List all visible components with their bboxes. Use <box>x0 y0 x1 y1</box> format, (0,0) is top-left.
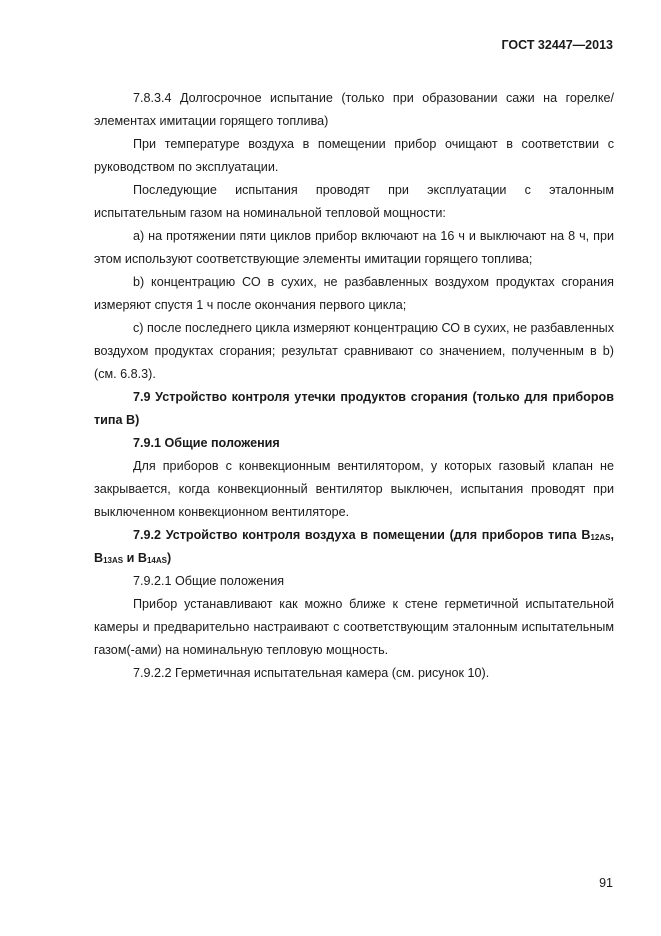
list-item-b: b) концентрацию СО в сухих, не разбавленных воздухом продуктах сгорания измеряют спустя 1 ч после окончания первого цикла; <box>94 275 614 312</box>
clause-7-9-1-heading: 7.9.1 Общие положения <box>133 436 280 450</box>
clause-7-9-2-heading: 7.9.2 Устройство контроля воздуха в помещении (для приборов типа $B_{12AS}$, $B_{13AS}$ и $B_{14AS}$) <box>94 528 614 565</box>
clause-7-9-2-2-heading: 7.9.2.2 Герметичная испытательная камера (см. рисунок 10). <box>133 666 490 680</box>
list-item-c: с) после последнего цикла измеряют концентрацию СО в сухих, не разбавленных воздухом продуктах сгорания; результат сравнивают со значением, полученным в b) (см. 6.8.3). <box>94 321 614 381</box>
page-number: 91 <box>599 876 613 890</box>
list-item-a: а) на протяжении пяти циклов прибор включают на 16 ч и выключают на 8 ч, при этом используют соответствующие элементы имитации горящего топлива; <box>94 229 614 266</box>
clause-7-8-3-4-heading: 7.8.3.4 Долгосрочное испытание (только при образовании сажи на горелке/элементах имитации горящего топлива) <box>94 91 614 128</box>
clause-7-9-2-1-heading: 7.9.2.1 Общие положения <box>133 574 285 588</box>
document-body <box>94 87 614 685</box>
paragraph-fan-devices: Для приборов с конвекционным вентилятором, у которых газовый клапан не закрывается, когда конвекционный вентилятор выключен, испытания проводят при выключенном конвекционном вентиляторе. <box>94 459 614 519</box>
paragraph-installation: Прибор устанавливают как можно ближе к стене герметичной испытательной камеры и предварительно настраивают с соответствующим эталонным испытательным газом(-ами) на номинальную тепловую мощность. <box>94 597 614 657</box>
paragraph-subsequent-tests: Последующие испытания проводят при эксплуатации с эталонным испытательным газом на номинальной тепловой мощности: <box>94 183 614 220</box>
section-7-9-heading: 7.9 Устройство контроля утечки продуктов сгорания (только для приборов типа В) <box>94 390 614 427</box>
document-code-header: ГОСТ 32447—2013 <box>501 38 613 52</box>
clause-7-9-2-lead: 7.9.2 Устройство контроля воздуха в помещении (для приборов типа <box>133 528 582 542</box>
type-b14as: $B_{14AS}$ <box>137 551 167 565</box>
type-b13as: $B_{13AS}$ <box>94 551 124 565</box>
paragraph-cleaning: При температуре воздуха в помещении прибор очищают в соответствии с руководством по эксплуатации. <box>94 137 614 174</box>
type-b12as: $B_{12AS}$ <box>581 528 611 542</box>
